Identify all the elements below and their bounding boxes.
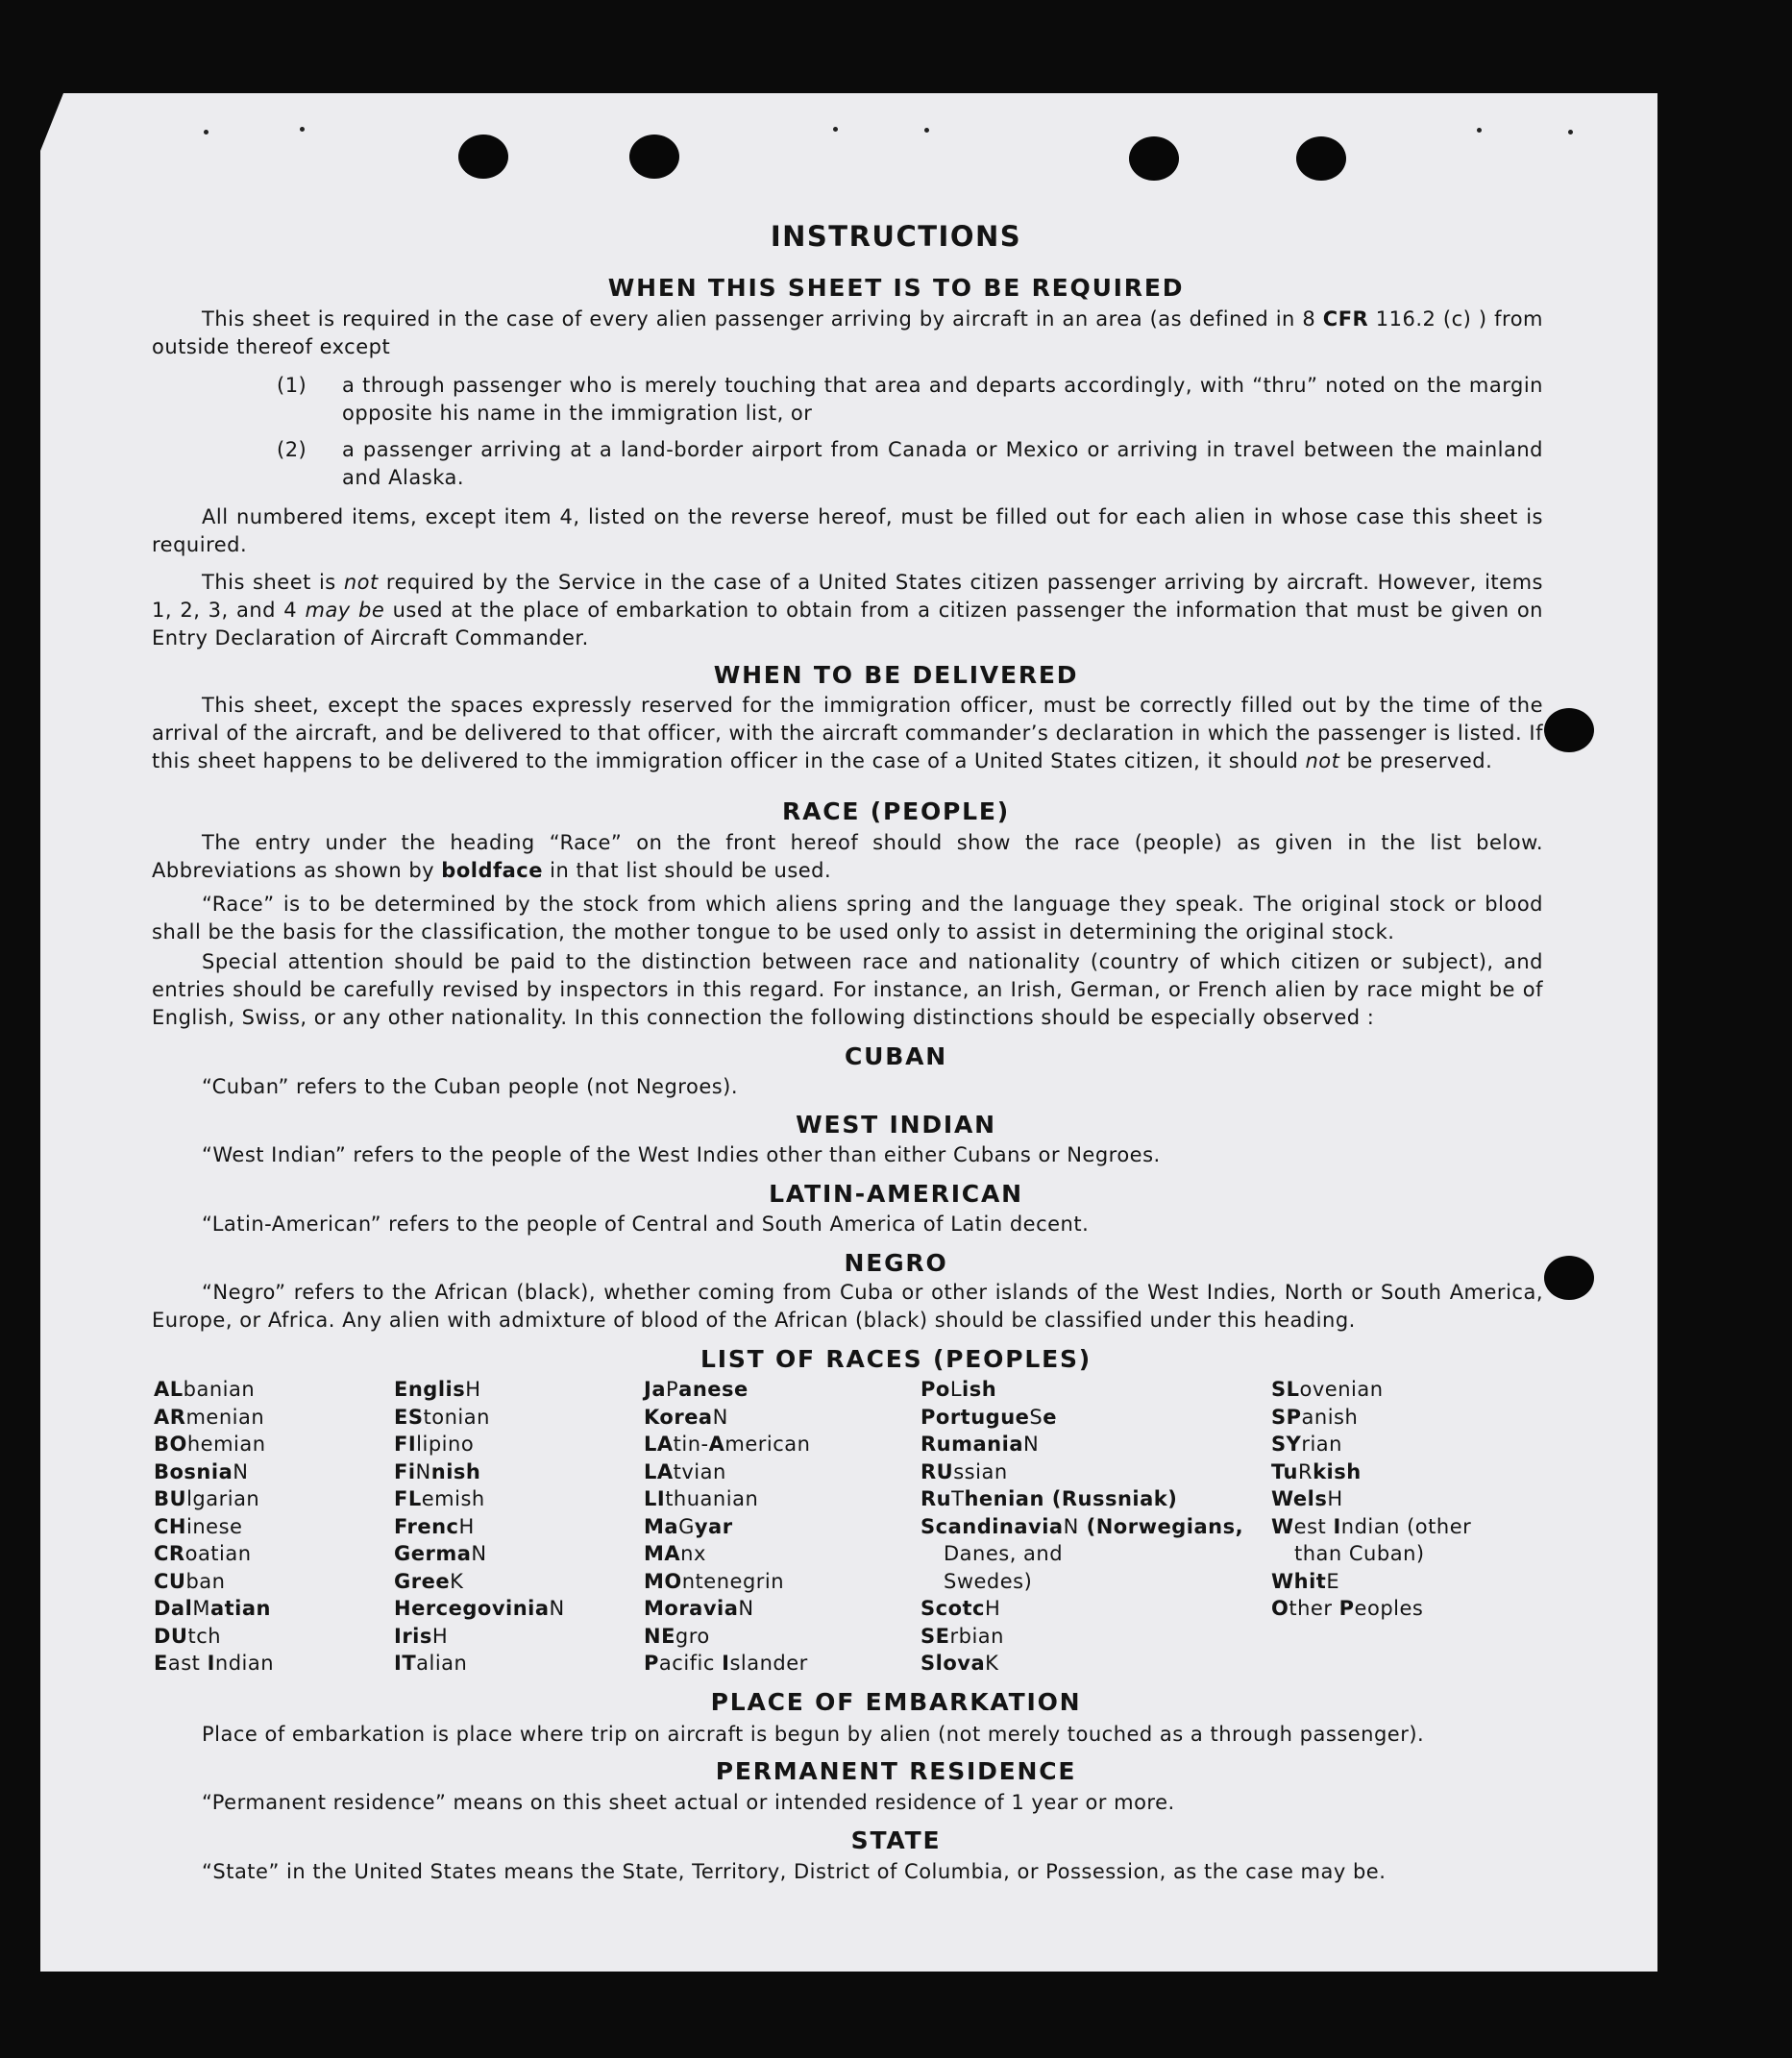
race-entry bbox=[644, 1540, 810, 1568]
race-abbreviation: atian bbox=[209, 1597, 271, 1620]
race-entry bbox=[644, 1431, 810, 1458]
race-entry bbox=[921, 1404, 1243, 1432]
race-entry bbox=[644, 1404, 810, 1432]
race-text: lipino bbox=[416, 1433, 475, 1456]
race-abbreviation: henian (Russniak) bbox=[964, 1487, 1178, 1510]
race-entry bbox=[644, 1485, 810, 1513]
heading-state: STATE bbox=[850, 1826, 942, 1854]
text: This sheet is bbox=[202, 571, 336, 594]
race-abbreviation: ish bbox=[962, 1378, 997, 1401]
race-entry bbox=[644, 1513, 810, 1541]
race-abbreviation: I bbox=[207, 1652, 215, 1675]
race-text: N bbox=[471, 1542, 487, 1565]
race-abbreviation: SY bbox=[1271, 1433, 1302, 1456]
race-abbreviation: Po bbox=[921, 1378, 950, 1401]
race-abbreviation: Rumania bbox=[921, 1433, 1023, 1456]
punch-hole bbox=[1296, 136, 1346, 181]
paragraph-required bbox=[152, 306, 1543, 361]
heading-required: WHEN THIS SHEET IS TO BE REQUIRED bbox=[607, 274, 1185, 302]
heading-cuban: CUBAN bbox=[845, 1042, 947, 1070]
race-abbreviation: Slova bbox=[921, 1652, 986, 1675]
race-text: N bbox=[1063, 1514, 1079, 1538]
text: This sheet is required in the case of every alien passenger arriving by aircraft in an area (as defined in 8 bbox=[202, 307, 1316, 331]
race-abbreviation: I bbox=[722, 1652, 730, 1675]
race-text: K bbox=[450, 1569, 464, 1593]
race-entry bbox=[154, 1485, 274, 1513]
speck bbox=[1568, 130, 1573, 135]
race-column bbox=[154, 1376, 274, 1678]
race-entry bbox=[394, 1540, 565, 1568]
race-entry bbox=[154, 1540, 274, 1568]
race-abbreviation: Korea bbox=[644, 1405, 713, 1429]
paragraph-cuban: “Cuban” refers to the Cuban people (not Negroes). bbox=[202, 1075, 739, 1098]
race-text: T bbox=[951, 1487, 965, 1510]
race-text: N bbox=[1023, 1433, 1040, 1456]
race-text: tonian bbox=[423, 1405, 490, 1429]
race-text: H bbox=[465, 1378, 481, 1401]
exception-item-2 bbox=[277, 436, 1543, 492]
race-abbreviation: SE bbox=[921, 1624, 950, 1648]
race-abbreviation: Hercegovinia bbox=[394, 1597, 550, 1620]
race-text: banian bbox=[183, 1378, 256, 1401]
paragraph-race-entry bbox=[152, 829, 1543, 885]
paragraph-negro: “Negro” refers to the African (black), whether coming from Cuba or other islands of the West Indies, North or South America, Europe, or Africa. Any alien with admixture of blood of the African (black) should be classified under this heading. bbox=[152, 1281, 1543, 1332]
heading-list-of-races: LIST OF RACES (PEOPLES) bbox=[700, 1345, 1092, 1373]
race-entry bbox=[154, 1404, 274, 1432]
punch-hole bbox=[629, 135, 679, 179]
race-text: rian bbox=[1301, 1433, 1342, 1456]
race-abbreviation: Ru bbox=[921, 1487, 952, 1510]
race-entry bbox=[1271, 1485, 1471, 1513]
race-column bbox=[394, 1376, 565, 1678]
race-abbreviation: CH bbox=[154, 1514, 186, 1538]
race-abbreviation: SL bbox=[1271, 1378, 1300, 1401]
text: in that list should be used. bbox=[550, 859, 832, 882]
race-text: G bbox=[678, 1514, 695, 1538]
race-text: N bbox=[415, 1459, 431, 1483]
paragraph-delivered bbox=[152, 692, 1543, 775]
race-entry bbox=[921, 1431, 1243, 1458]
race-column bbox=[644, 1376, 810, 1678]
race-entry bbox=[394, 1623, 565, 1651]
race-abbreviation: Germa bbox=[394, 1542, 472, 1565]
race-abbreviation: Ja bbox=[644, 1378, 666, 1401]
race-entry bbox=[394, 1595, 565, 1623]
race-entry bbox=[394, 1458, 565, 1486]
race-entry bbox=[394, 1376, 565, 1404]
race-abbreviation: SP bbox=[1271, 1405, 1302, 1429]
punch-hole bbox=[1129, 136, 1179, 181]
race-abbreviation: IT bbox=[394, 1652, 417, 1675]
race-text: N bbox=[233, 1459, 249, 1483]
heading-west-indian: WEST INDIAN bbox=[796, 1111, 996, 1139]
race-text: rbian bbox=[949, 1624, 1004, 1648]
race-abbreviation: DU bbox=[154, 1624, 188, 1648]
race-entry bbox=[1271, 1513, 1471, 1541]
item-text: a passenger arriving at a land-border airport from Canada or Mexico or arriving in travel between the mainland and Alaska. bbox=[342, 438, 1543, 489]
cfr-text: CFR bbox=[1322, 307, 1369, 331]
race-abbreviation: Tu bbox=[1271, 1459, 1298, 1483]
race-entry bbox=[921, 1376, 1243, 1404]
race-abbreviation: Dal bbox=[154, 1597, 193, 1620]
race-text: tvian bbox=[673, 1459, 726, 1483]
race-entry bbox=[154, 1595, 274, 1623]
italic-text: not bbox=[343, 571, 379, 594]
race-entry bbox=[921, 1513, 1243, 1541]
race-entry bbox=[154, 1623, 274, 1651]
race-text: L bbox=[949, 1378, 963, 1401]
race-abbreviation: kish bbox=[1313, 1459, 1362, 1483]
race-abbreviation: RU bbox=[921, 1459, 954, 1483]
race-abbreviation: O bbox=[1271, 1597, 1289, 1620]
race-text: S bbox=[1029, 1405, 1043, 1429]
race-text: E bbox=[1326, 1569, 1340, 1593]
heading-race: RACE (PEOPLE) bbox=[782, 797, 1010, 825]
race-abbreviation: AL bbox=[154, 1378, 184, 1401]
race-text: menian bbox=[185, 1405, 265, 1429]
race-entry bbox=[921, 1595, 1243, 1623]
race-abbreviation: Scandinavia bbox=[921, 1514, 1064, 1538]
race-entry bbox=[921, 1485, 1243, 1513]
race-abbreviation: Bosnia bbox=[154, 1459, 233, 1483]
bold-text: boldface bbox=[441, 859, 543, 882]
race-entry bbox=[394, 1431, 565, 1458]
race-text: ndian bbox=[214, 1652, 275, 1675]
race-text: ndian (other bbox=[1340, 1514, 1472, 1538]
race-abbreviation: NE bbox=[644, 1624, 675, 1648]
item-number: (1) bbox=[277, 374, 307, 397]
race-entry bbox=[921, 1540, 1243, 1568]
race-text: ast bbox=[167, 1652, 208, 1675]
race-text: than Cuban) bbox=[1294, 1542, 1425, 1565]
race-abbreviation: yar bbox=[694, 1514, 733, 1538]
race-text: gro bbox=[675, 1624, 710, 1648]
race-text: ban bbox=[185, 1569, 226, 1593]
paragraph-west-indian: “West Indian” refers to the people of the West Indies other than either Cubans or Negroes. bbox=[202, 1143, 1161, 1166]
item-text: a through passenger who is merely touching that area and departs accordingly, with “thru” noted on the margin opposite his name in the immigration list, or bbox=[342, 374, 1543, 425]
text: be preserved. bbox=[1346, 749, 1493, 772]
race-abbreviation: Iris bbox=[394, 1624, 432, 1648]
race-text: lgarian bbox=[186, 1487, 260, 1510]
race-entry bbox=[1271, 1431, 1471, 1458]
race-text: M bbox=[192, 1597, 210, 1620]
race-entry bbox=[921, 1458, 1243, 1486]
speck bbox=[924, 128, 929, 133]
race-entry bbox=[154, 1431, 274, 1458]
race-abbreviation: P bbox=[1338, 1597, 1355, 1620]
paragraph-race-distinction: Special attention should be paid to the distinction between race and nationality (country of which citizen or subject), and entries should be carefully revised by inspectors in this regard. For instance, an Irish, German, or French alien by race might be of English, Swiss, or any other nationality. In this connection the following distinctions should be especially observed : bbox=[152, 950, 1543, 1029]
race-abbreviation: BU bbox=[154, 1487, 187, 1510]
race-text: slander bbox=[729, 1652, 808, 1675]
paragraph-latin-american: “Latin-American” refers to the people of Central and South America of Latin decent. bbox=[202, 1213, 1090, 1236]
race-entry bbox=[644, 1623, 810, 1651]
race-text: R bbox=[1297, 1459, 1313, 1483]
race-abbreviation: W bbox=[1271, 1514, 1294, 1538]
race-abbreviation: anese bbox=[678, 1378, 749, 1401]
heading-residence: PERMANENT RESIDENCE bbox=[715, 1757, 1077, 1785]
race-abbreviation: Gree bbox=[394, 1569, 451, 1593]
race-abbreviation: Whit bbox=[1271, 1569, 1327, 1593]
race-text: tin- bbox=[673, 1433, 709, 1456]
race-abbreviation: MA bbox=[644, 1542, 681, 1565]
race-abbreviation: P bbox=[644, 1652, 659, 1675]
text: used at the place of embarkation to obtain from a citizen passenger the information that must be given on Entry Declaration of Aircraft Commander. bbox=[152, 599, 1543, 649]
race-entry bbox=[644, 1458, 810, 1486]
race-entry bbox=[394, 1404, 565, 1432]
italic-text: not bbox=[1305, 749, 1340, 772]
race-text: ssian bbox=[953, 1459, 1008, 1483]
punch-hole bbox=[458, 135, 508, 179]
race-entry bbox=[644, 1568, 810, 1596]
race-entry bbox=[644, 1595, 810, 1623]
race-abbreviation: LI bbox=[644, 1487, 666, 1510]
item-number: (2) bbox=[277, 438, 307, 461]
paragraph-numbered-items: All numbered items, except item 4, listed on the reverse hereof, must be filled out for each alien in whose case this sheet is required. bbox=[152, 505, 1543, 556]
race-entry bbox=[154, 1458, 274, 1486]
text: This sheet, except the spaces expressly reserved for the immigration officer, must be correctly filled out by the time of the arrival of the aircraft, and be delivered to that officer, with the aircraft commander’s declaration in which the passenger is listed. If this sheet happens to be delivered to the immigration officer in the case of a United States citizen, it should bbox=[152, 694, 1543, 772]
paragraph-citizen bbox=[152, 569, 1543, 652]
race-text: est bbox=[1293, 1514, 1334, 1538]
race-text: nx bbox=[680, 1542, 706, 1565]
race-abbreviation: e bbox=[1043, 1405, 1057, 1429]
race-text: emish bbox=[421, 1487, 485, 1510]
race-text: merican bbox=[724, 1433, 811, 1456]
race-abbreviation: ES bbox=[394, 1405, 424, 1429]
race-text: H bbox=[985, 1597, 1001, 1620]
race-text: H bbox=[431, 1624, 449, 1648]
punch-hole bbox=[1544, 708, 1594, 752]
race-abbreviation: Frenc bbox=[394, 1514, 459, 1538]
race-text: K bbox=[985, 1652, 999, 1675]
race-text: hemian bbox=[186, 1433, 266, 1456]
heading-delivered: WHEN TO BE DELIVERED bbox=[713, 661, 1079, 689]
page-title: INSTRUCTIONS bbox=[770, 220, 1022, 253]
race-entry bbox=[1271, 1458, 1471, 1486]
race-entry bbox=[644, 1650, 810, 1678]
race-text: ovenian bbox=[1299, 1378, 1384, 1401]
race-abbreviation: CR bbox=[154, 1542, 185, 1565]
race-text: N bbox=[738, 1597, 754, 1620]
race-abbreviation: Wels bbox=[1271, 1487, 1328, 1510]
race-abbreviation: A bbox=[708, 1433, 725, 1456]
race-abbreviation: (Norwegians, bbox=[1078, 1514, 1244, 1538]
race-text: inese bbox=[186, 1514, 243, 1538]
race-entry bbox=[921, 1623, 1243, 1651]
race-abbreviation: Ma bbox=[644, 1514, 679, 1538]
italic-text: may be bbox=[305, 599, 385, 622]
text: The entry under the heading “Race” on the front hereof should show the race (people) as given in the list below. Abbreviations as shown by bbox=[152, 831, 1543, 882]
race-abbreviation: MO bbox=[644, 1569, 682, 1593]
race-text: Swedes) bbox=[944, 1569, 1033, 1593]
race-entry bbox=[394, 1485, 565, 1513]
race-text: Danes, and bbox=[944, 1542, 1064, 1565]
race-entry bbox=[1271, 1595, 1471, 1623]
race-abbreviation: Scotc bbox=[921, 1597, 985, 1620]
race-text: tch bbox=[187, 1624, 222, 1648]
race-abbreviation: Fi bbox=[394, 1459, 416, 1483]
race-text: ther bbox=[1289, 1597, 1339, 1620]
heading-negro: NEGRO bbox=[844, 1249, 948, 1277]
race-entry bbox=[154, 1513, 274, 1541]
race-text: alian bbox=[416, 1652, 468, 1675]
race-text: eoples bbox=[1354, 1597, 1424, 1620]
exception-item-1 bbox=[277, 372, 1543, 428]
race-entry bbox=[1271, 1376, 1471, 1404]
speck bbox=[300, 127, 305, 132]
race-abbreviation: FI bbox=[394, 1433, 417, 1456]
race-entry bbox=[921, 1568, 1243, 1596]
race-abbreviation: E bbox=[154, 1652, 168, 1675]
text: 116.2 (c) ) from outside thereof except bbox=[152, 307, 1543, 358]
paragraph-embarkation: Place of embarkation is place where trip on aircraft is begun by alien (not merely touched as a through passenger). bbox=[202, 1723, 1425, 1746]
race-entry bbox=[1271, 1404, 1471, 1432]
speck bbox=[204, 130, 209, 135]
paragraph-residence: “Permanent residence” means on this sheet actual or intended residence of 1 year or more. bbox=[202, 1791, 1175, 1814]
race-column bbox=[921, 1376, 1243, 1678]
race-entry bbox=[394, 1568, 565, 1596]
race-text: ntenegrin bbox=[681, 1569, 785, 1593]
race-column bbox=[1271, 1376, 1471, 1623]
text: required by the Service in the case of a United States citizen passenger arriving by aircraft. However, items 1, 2, 3, and 4 bbox=[152, 571, 1543, 622]
heading-latin-american: LATIN-AMERICAN bbox=[769, 1180, 1023, 1208]
race-abbreviation: Englis bbox=[394, 1378, 466, 1401]
race-entry bbox=[1271, 1540, 1471, 1568]
race-abbreviation: LA bbox=[644, 1433, 674, 1456]
race-entry bbox=[154, 1650, 274, 1678]
race-entry bbox=[394, 1650, 565, 1678]
race-text: thuanian bbox=[665, 1487, 759, 1510]
speck bbox=[833, 127, 838, 132]
race-text: N bbox=[712, 1405, 728, 1429]
race-entry bbox=[644, 1376, 810, 1404]
race-text: acific bbox=[658, 1652, 723, 1675]
race-text: oatian bbox=[184, 1542, 252, 1565]
race-text: N bbox=[549, 1597, 565, 1620]
race-abbreviation: Moravia bbox=[644, 1597, 739, 1620]
race-text: P bbox=[665, 1378, 679, 1401]
race-entry bbox=[154, 1568, 274, 1596]
race-text: anish bbox=[1301, 1405, 1359, 1429]
race-abbreviation: Portugue bbox=[921, 1405, 1030, 1429]
race-text: H bbox=[458, 1514, 475, 1538]
race-entry bbox=[1271, 1568, 1471, 1596]
race-abbreviation: I bbox=[1333, 1514, 1341, 1538]
race-entry bbox=[154, 1376, 274, 1404]
race-abbreviation: BO bbox=[154, 1433, 187, 1456]
paragraph-state: “State” in the United States means the State, Territory, District of Columbia, or Possession, as the case may be. bbox=[202, 1860, 1387, 1883]
race-entry bbox=[394, 1513, 565, 1541]
race-abbreviation: AR bbox=[154, 1405, 186, 1429]
race-text: H bbox=[1327, 1487, 1343, 1510]
race-abbreviation: LA bbox=[644, 1459, 674, 1483]
heading-embarkation: PLACE OF EMBARKATION bbox=[710, 1688, 1082, 1716]
race-abbreviation: FL bbox=[394, 1487, 422, 1510]
race-entry bbox=[921, 1650, 1243, 1678]
race-abbreviation: nish bbox=[430, 1459, 481, 1483]
speck bbox=[1477, 128, 1482, 133]
race-abbreviation: CU bbox=[154, 1569, 186, 1593]
paragraph-race-stock: “Race” is to be determined by the stock from which aliens spring and the language they speak. The original stock or blood shall be the basis for the classification, the mother tongue to be used only to assist in determining the original stock. bbox=[152, 893, 1543, 943]
